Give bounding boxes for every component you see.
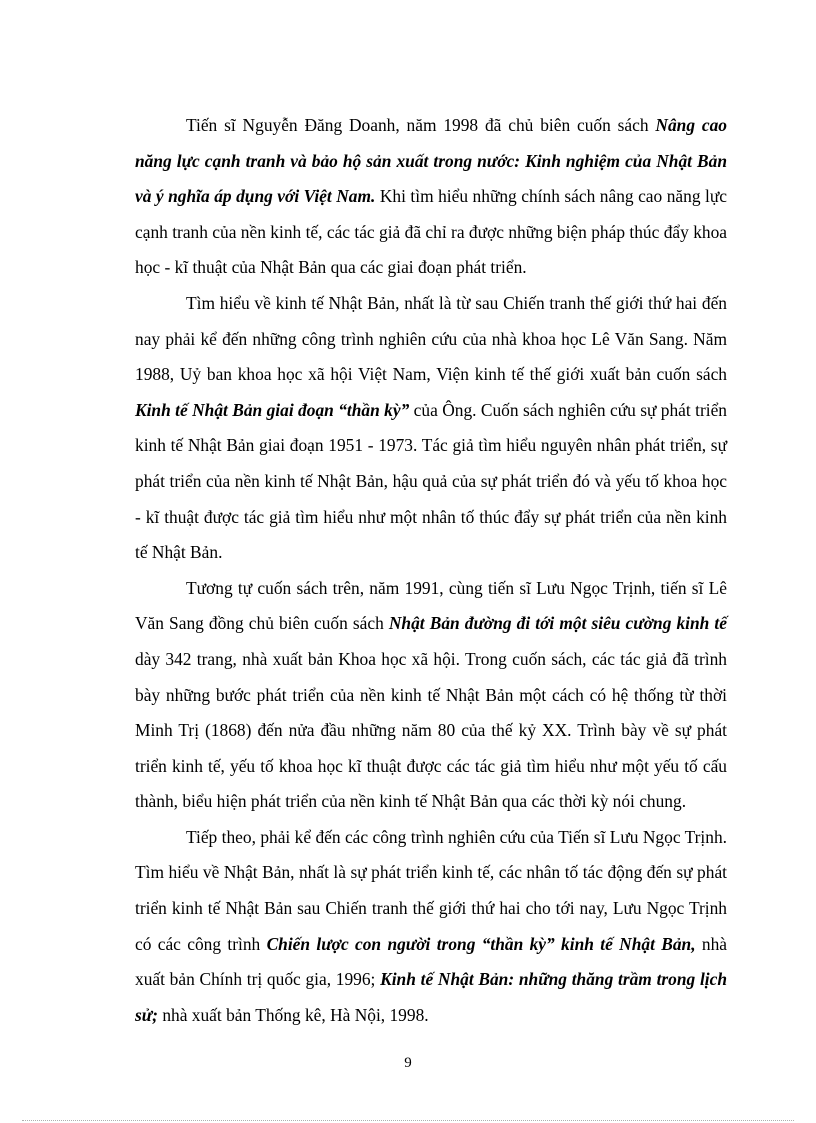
paragraph-3 bbox=[135, 571, 727, 820]
page-number: 9 bbox=[404, 1055, 412, 1071]
book-title-emphasis: Chiến lược con người trong “thần kỳ” kinh tế Nhật Bản, bbox=[266, 933, 696, 954]
book-title-emphasis: Nâng cao năng lực cạnh tranh và bảo hộ sản xuất trong nước: Kinh nghiệm của Nhật Bản và ý nghĩa áp dụng với Việt Nam. bbox=[135, 115, 727, 207]
text-run: Tiến sĩ Nguyễn Đăng Doanh, năm 1998 đã chủ biên cuốn sách bbox=[186, 115, 656, 135]
paragraph-1 bbox=[135, 108, 727, 286]
text-run: Khi tìm hiểu những chính sách nâng cao năng lực cạnh tranh của nền kinh tế, các tác giả đã chỉ ra được những biện pháp thúc đẩy khoa học - kĩ thuật của Nhật Bản qua các giai đoạn phát triển. bbox=[135, 186, 727, 278]
text-run: Tiếp theo, phải kể đến các công trình nghiên cứu của Tiến sĩ Lưu Ngọc Trịnh. Tìm hiểu về Nhật Bản, nhất là sự phát triển kinh tế, các nhân tố tác động đến sự phát triển kinh tế Nhật Bản sau Chiến tranh thế giới thứ hai cho tới nay, Lưu Ngọc Trịnh có các công trình bbox=[135, 826, 727, 954]
text-run: Tương tự cuốn sách trên, năm 1991, cùng tiến sĩ Lưu Ngọc Trịnh, tiến sĩ Lê Văn Sang đồng chủ biên cuốn sách bbox=[135, 577, 727, 634]
text-run: dày 342 trang, nhà xuất bản Khoa học xã hội. Trong cuốn sách, các tác giả đã trình bày những bước phát triển của nền kinh tế Nhật Bản một cách có hệ thống từ thời Minh Trị (1868) đến nửa đầu những năm 80 của thế kỷ XX. Trình bày về sự phát triển kinh tế, yếu tố khoa học kĩ thuật được các tác giả tìm hiểu như một yếu tố cấu thành, biểu hiện phát triển của nền kinh tế Nhật Bản qua các thời kỳ nói chung. bbox=[135, 648, 727, 812]
text-run: nhà xuất bản Thống kê, Hà Nội, 1998. bbox=[157, 1004, 429, 1025]
paragraph-4 bbox=[135, 820, 727, 1034]
text-run: Tìm hiểu về kinh tế Nhật Bản, nhất là từ sau Chiến tranh thế giới thứ hai đến nay phải kể đến những công trình nghiên cứu của nhà khoa học Lê Văn Sang. Năm 1988, Uỷ ban khoa học xã hội Việt Nam, Viện kinh tế thế giới xuất bản cuốn sách bbox=[135, 292, 727, 385]
body-text bbox=[135, 108, 727, 1033]
book-title-emphasis: Nhật Bản đường đi tới một siêu cường kinh tế bbox=[388, 613, 727, 634]
text-run: của Ông. Cuốn sách nghiên cứu sự phát triển kinh tế Nhật Bản giai đoạn 1951 - 1973. Tác giả tìm hiểu nguyên nhân phát triển, sự phát triển của nền kinh tế Nhật Bản, hậu quả của sự phát triển đó và yếu tố khoa học - kĩ thuật được tác giả tìm hiểu như một nhân tố thúc đẩy sự phát triển của nền kinh tế Nhật Bản. bbox=[135, 399, 727, 563]
book-title-emphasis: Kinh tế Nhật Bản: những thăng trầm trong lịch sử; bbox=[135, 969, 728, 1025]
text-run: nhà xuất bản Chính trị quốc gia, 1996; bbox=[135, 933, 727, 990]
paragraph-2 bbox=[135, 286, 727, 571]
footer-dotted-rule bbox=[22, 1120, 794, 1121]
book-title-emphasis: Kinh tế Nhật Bản giai đoạn “thần kỳ” bbox=[135, 399, 410, 420]
